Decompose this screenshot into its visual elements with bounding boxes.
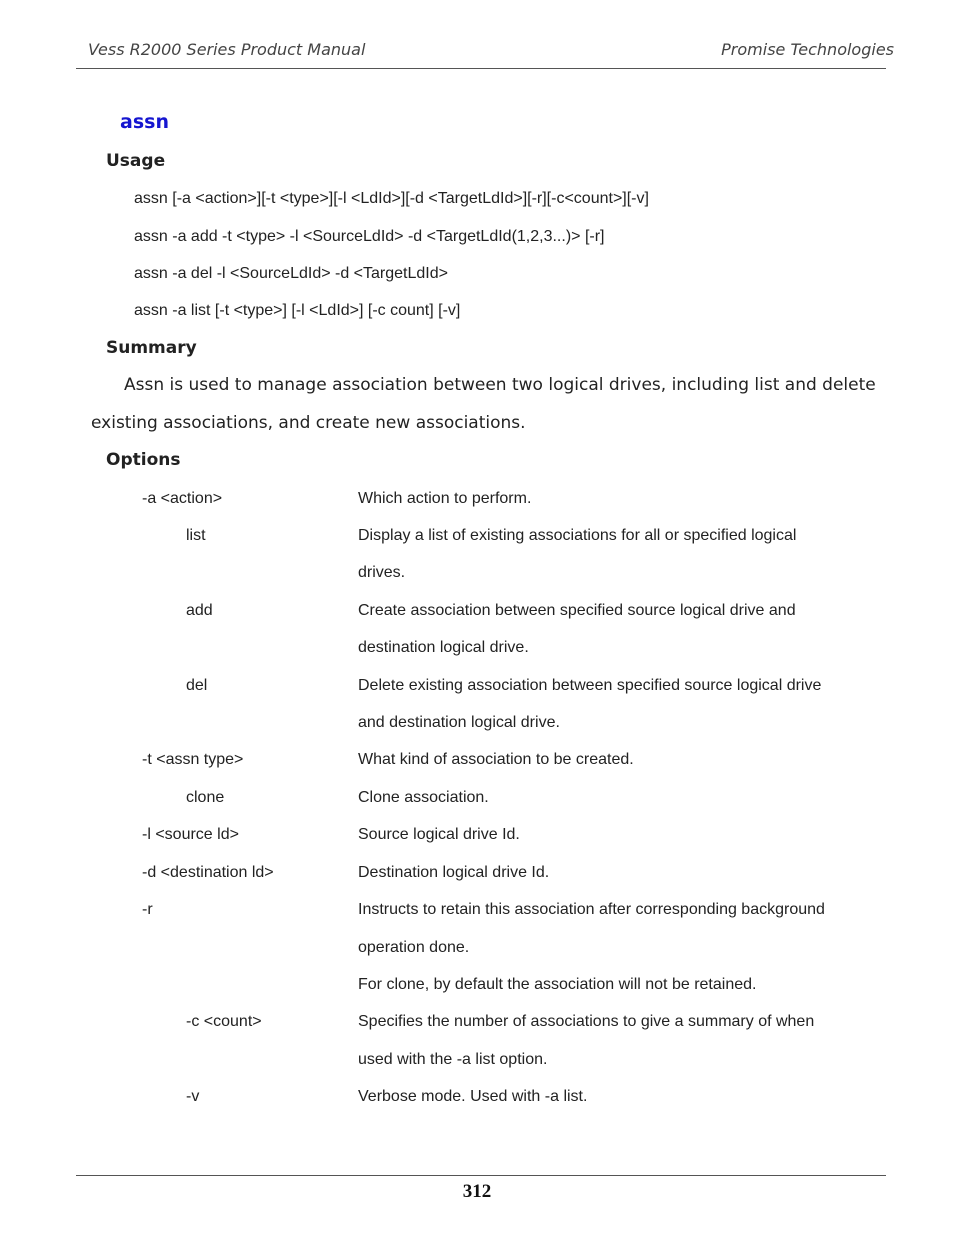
header-manual-title: Vess R2000 Series Product Manual <box>88 40 366 59</box>
option-description: Specifies the number of associations to give a summary of when <box>358 1013 815 1030</box>
option-description: Instructs to retain this association after corresponding background <box>358 901 825 918</box>
section-heading-summary: Summary <box>106 338 197 358</box>
header-rule <box>76 68 886 69</box>
option-key: clone <box>186 789 225 806</box>
summary-text: Assn is used to manage association between two logical drives, including list and delete <box>124 375 876 395</box>
section-heading-options: Options <box>106 450 181 470</box>
usage-line: assn -a list [-t <type>] [-l <LdId>] [-c count] [-v] <box>134 302 461 319</box>
option-key: -d <destination ld> <box>142 864 274 881</box>
option-key: -v <box>186 1088 200 1105</box>
option-key: -r <box>142 901 153 918</box>
option-description: and destination logical drive. <box>358 714 560 731</box>
summary-text: existing associations, and create new associations. <box>91 413 526 433</box>
option-description: destination logical drive. <box>358 639 529 656</box>
option-key: -c <count> <box>186 1013 262 1030</box>
command-title: assn <box>120 111 169 133</box>
usage-line: assn [-a <action>][-t <type>][-l <LdId>][-d <TargetLdId>][-r][-c<count>][-v] <box>134 190 649 207</box>
option-description: drives. <box>358 564 406 581</box>
option-description: What kind of association to be created. <box>358 751 634 768</box>
option-description: Clone association. <box>358 789 489 806</box>
option-key: add <box>186 602 213 619</box>
option-description: Source logical drive Id. <box>358 826 520 843</box>
option-description: Create association between specified source logical drive and <box>358 602 796 619</box>
option-description: operation done. <box>358 939 470 956</box>
option-key: list <box>186 527 206 544</box>
option-key: -a <action> <box>142 490 223 507</box>
option-description: Display a list of existing associations for all or specified logical <box>358 527 797 544</box>
option-key: -l <source ld> <box>142 826 239 843</box>
option-description: Which action to perform. <box>358 490 532 507</box>
option-key: del <box>186 677 208 694</box>
option-description: Verbose mode. Used with -a list. <box>358 1088 588 1105</box>
option-description: used with the -a list option. <box>358 1051 548 1068</box>
usage-line: assn -a add -t <type> -l <SourceLdId> -d <TargetLdId(1,2,3...)> [-r] <box>134 228 605 245</box>
page-number: 312 <box>462 1181 492 1202</box>
usage-line: assn -a del -l <SourceLdId> -d <TargetLdId> <box>134 265 448 282</box>
option-description: For clone, by default the association will not be retained. <box>358 976 757 993</box>
header-company: Promise Technologies <box>721 40 894 59</box>
option-description: Delete existing association between specified source logical drive <box>358 677 822 694</box>
footer-rule <box>76 1175 886 1176</box>
section-heading-usage: Usage <box>106 151 166 171</box>
option-key: -t <assn type> <box>142 751 244 768</box>
option-description: Destination logical drive Id. <box>358 864 550 881</box>
